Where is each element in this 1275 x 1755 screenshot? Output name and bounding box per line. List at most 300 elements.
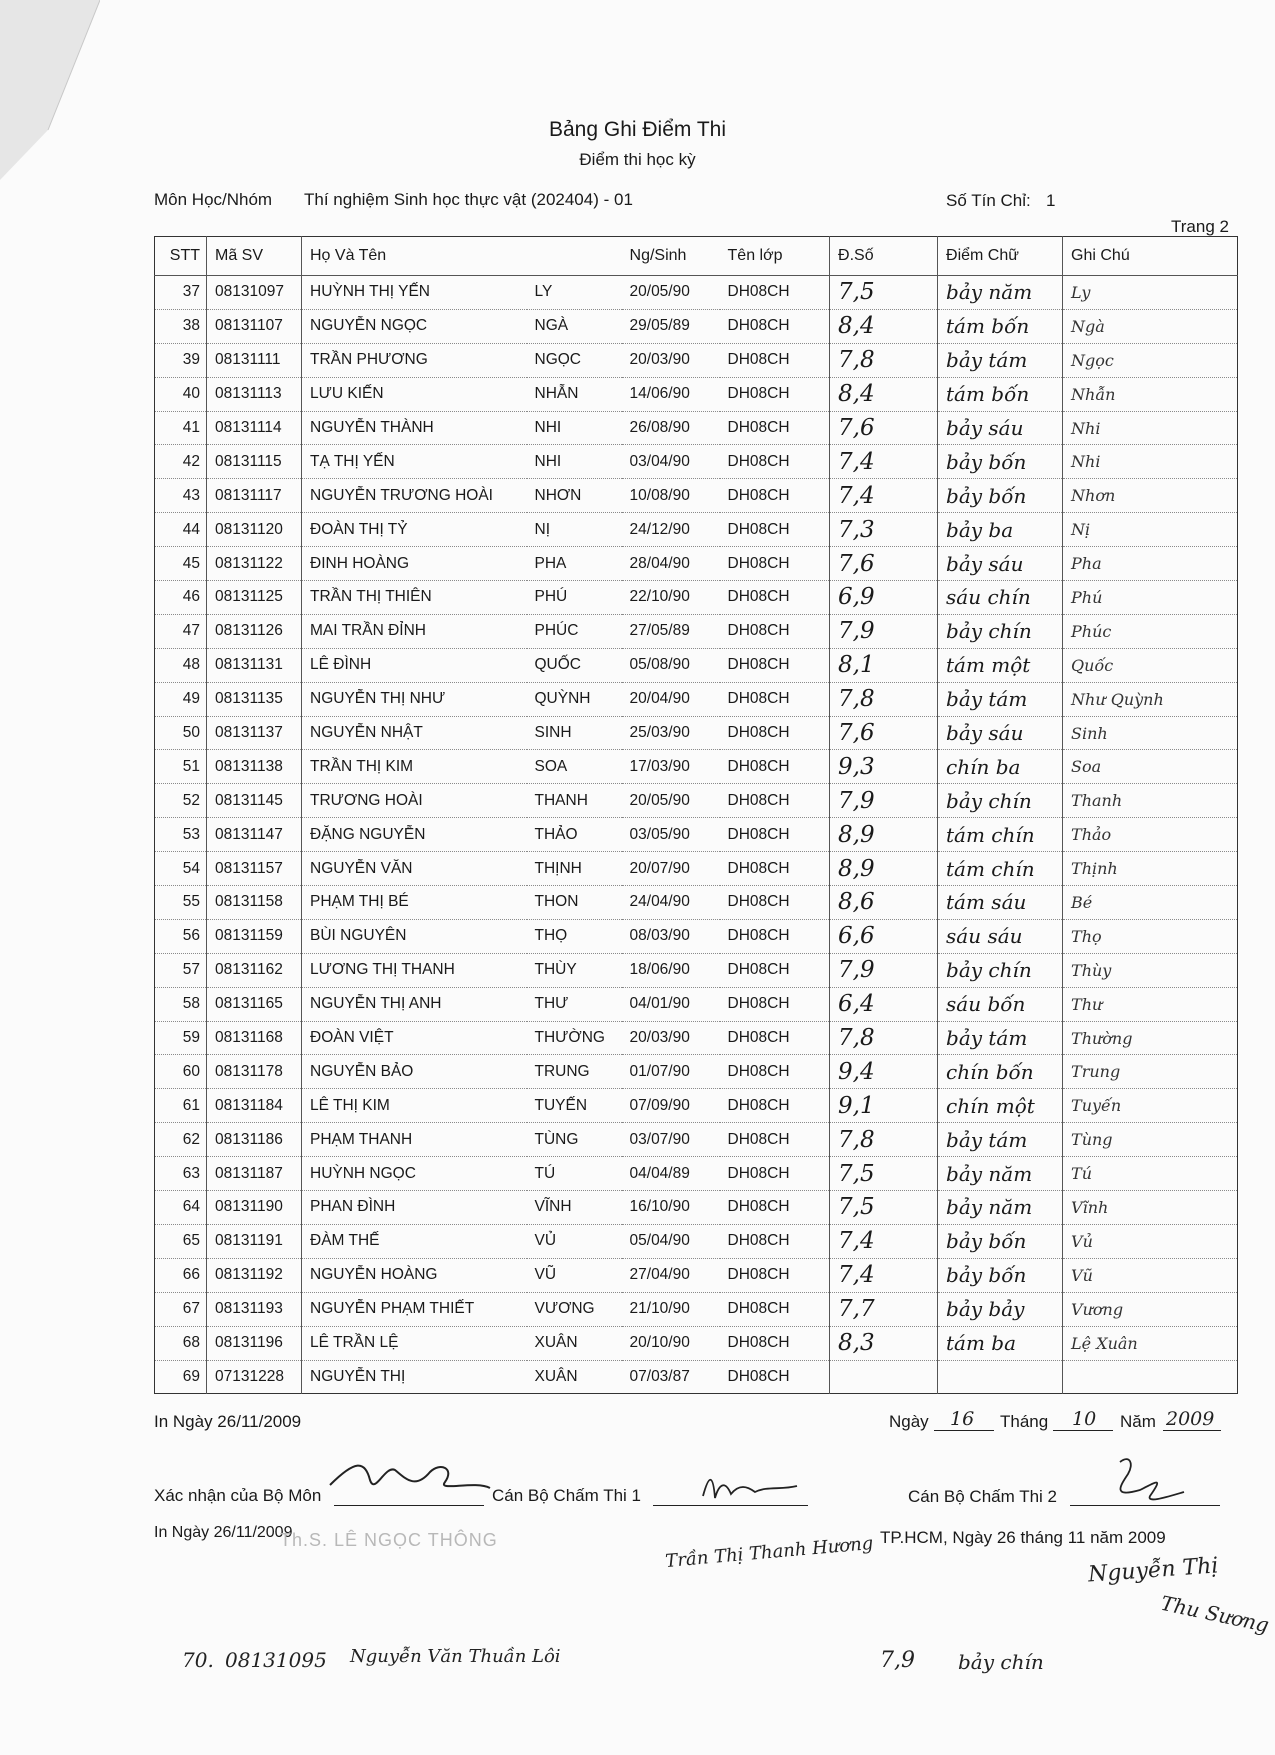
table-row	[155, 377, 1238, 411]
cell-birth-date: 27/04/90	[622, 1258, 720, 1292]
cell-first-name: THON	[527, 886, 622, 920]
cell-notes-signature: Thư	[1063, 987, 1238, 1021]
cell-class: DH08CH	[720, 1123, 830, 1157]
cell-birth-date: 04/01/90	[622, 987, 720, 1021]
cell-birth-date: 07/09/90	[622, 1089, 720, 1123]
cell-first-name: PHÚC	[527, 614, 622, 648]
cell-score-words: bảy ba	[938, 513, 1063, 547]
table-header-row	[155, 237, 1238, 276]
cell-class: DH08CH	[720, 648, 830, 682]
cell-student-id: 08131122	[207, 547, 302, 581]
table-row	[155, 750, 1238, 784]
cell-stt: 62	[155, 1123, 207, 1157]
cell-notes-signature: Tuyến	[1063, 1089, 1238, 1123]
table-row	[155, 1021, 1238, 1055]
table-row	[155, 614, 1238, 648]
cell-stt: 38	[155, 309, 207, 343]
cell-student-id: 08131186	[207, 1123, 302, 1157]
cell-last-middle-name: NGUYỄN BẢO	[302, 1055, 527, 1089]
cell-score-words: bảy tám	[938, 682, 1063, 716]
cell-stt: 46	[155, 581, 207, 615]
cell-first-name: QUỐC	[527, 648, 622, 682]
cell-birth-date: 05/04/90	[622, 1224, 720, 1258]
table-row	[155, 343, 1238, 377]
cell-last-middle-name: ĐOÀN VIỆT	[302, 1021, 527, 1055]
grader2-label: Cán Bộ Chấm Thi 2	[908, 1487, 1057, 1506]
cell-birth-date: 24/12/90	[622, 513, 720, 547]
cell-score-number: 8,1	[830, 648, 938, 682]
col-header-score-words: Điểm Chữ	[938, 237, 1063, 276]
cell-score-number: 7,5	[830, 1157, 938, 1191]
cell-score-words: bảy bốn	[938, 445, 1063, 479]
table-row	[155, 886, 1238, 920]
cell-student-id: 08131097	[207, 276, 302, 310]
exam-date-day-line	[934, 1430, 994, 1431]
exam-date-day-label: Ngày	[889, 1412, 929, 1431]
cell-class: DH08CH	[720, 411, 830, 445]
cell-class: DH08CH	[720, 1157, 830, 1191]
course-value: Thí nghiệm Sinh học thực vật (202404) - 01	[304, 190, 633, 209]
cell-stt: 45	[155, 547, 207, 581]
cell-score-words: bảy năm	[938, 1191, 1063, 1225]
cell-student-id: 08131191	[207, 1224, 302, 1258]
cell-class: DH08CH	[720, 1258, 830, 1292]
cell-stt: 57	[155, 953, 207, 987]
cell-last-middle-name: HUỲNH THỊ YẾN	[302, 276, 527, 310]
cell-stt: 42	[155, 445, 207, 479]
cell-score-number: 8,3	[830, 1326, 938, 1360]
cell-first-name: VŨ	[527, 1258, 622, 1292]
cell-score-words: bảy tám	[938, 1123, 1063, 1157]
cell-first-name: SINH	[527, 716, 622, 750]
cell-student-id: 08131131	[207, 648, 302, 682]
cell-stt: 67	[155, 1292, 207, 1326]
cell-student-id: 08131184	[207, 1089, 302, 1123]
cell-student-id: 08131193	[207, 1292, 302, 1326]
cell-score-number: 6,4	[830, 987, 938, 1021]
grader1-label: Cán Bộ Chấm Thi 1	[492, 1486, 641, 1505]
cell-class: DH08CH	[720, 581, 830, 615]
cell-student-id: 08131117	[207, 479, 302, 513]
cell-last-middle-name: NGUYỄN NGỌC	[302, 309, 527, 343]
extra-entry-score: 7,9	[880, 1648, 915, 1673]
cell-birth-date: 28/04/90	[622, 547, 720, 581]
cell-notes-signature: Phú	[1063, 581, 1238, 615]
cell-score-words: tám một	[938, 648, 1063, 682]
cell-score-words: bảy chín	[938, 953, 1063, 987]
cell-last-middle-name: TẠ THỊ YẾN	[302, 445, 527, 479]
cell-last-middle-name: PHẠM THỊ BÉ	[302, 886, 527, 920]
col-header-score-number: Đ.Số	[830, 237, 938, 276]
cell-score-number: 7,4	[830, 1258, 938, 1292]
exam-date-month-value: 10	[1072, 1408, 1097, 1430]
cell-score-number: 7,6	[830, 716, 938, 750]
cell-class: DH08CH	[720, 750, 830, 784]
cell-score-words: bảy chín	[938, 614, 1063, 648]
cell-score-words: bảy bốn	[938, 1224, 1063, 1258]
cell-score-words	[938, 1360, 1063, 1394]
table-row	[155, 411, 1238, 445]
cell-last-middle-name: NGUYỄN HOÀNG	[302, 1258, 527, 1292]
cell-student-id: 08131196	[207, 1326, 302, 1360]
cell-first-name: PHA	[527, 547, 622, 581]
grades-table	[154, 236, 1238, 1394]
cell-student-id: 08131137	[207, 716, 302, 750]
cell-birth-date: 29/05/89	[622, 309, 720, 343]
cell-student-id: 08131107	[207, 309, 302, 343]
cell-stt: 65	[155, 1224, 207, 1258]
cell-birth-date: 17/03/90	[622, 750, 720, 784]
cell-last-middle-name: NGUYỄN THÀNH	[302, 411, 527, 445]
cell-class: DH08CH	[720, 445, 830, 479]
cell-stt: 61	[155, 1089, 207, 1123]
cell-birth-date: 07/03/87	[622, 1360, 720, 1394]
cell-birth-date: 20/05/90	[622, 276, 720, 310]
col-header-birth-date: Ng/Sinh	[622, 237, 720, 276]
cell-student-id: 08131147	[207, 818, 302, 852]
cell-birth-date: 16/10/90	[622, 1191, 720, 1225]
cell-class: DH08CH	[720, 513, 830, 547]
cell-class: DH08CH	[720, 1055, 830, 1089]
extra-entry-score-words: bảy chín	[958, 1650, 1044, 1674]
cell-last-middle-name: ĐẶNG NGUYỄN	[302, 818, 527, 852]
cell-first-name: NỊ	[527, 513, 622, 547]
cell-score-words: tám ba	[938, 1326, 1063, 1360]
table-row	[155, 1258, 1238, 1292]
cell-score-number: 7,7	[830, 1292, 938, 1326]
cell-last-middle-name: PHẠM THANH	[302, 1123, 527, 1157]
cell-score-number: 8,4	[830, 309, 938, 343]
cell-stt: 39	[155, 343, 207, 377]
cell-student-id: 08131190	[207, 1191, 302, 1225]
cell-last-middle-name: NGUYỄN PHẠM THIẾT	[302, 1292, 527, 1326]
cell-notes-signature: Nị	[1063, 513, 1238, 547]
cell-first-name: SOA	[527, 750, 622, 784]
cell-last-middle-name: TRẦN PHƯƠNG	[302, 343, 527, 377]
exam-date-year-line	[1163, 1430, 1221, 1431]
col-header-full-name: Họ Và Tên	[302, 237, 622, 276]
credits-label: Số Tín Chỉ:	[946, 191, 1031, 210]
cell-class: DH08CH	[720, 716, 830, 750]
cell-notes-signature: Pha	[1063, 547, 1238, 581]
cell-score-words: tám bốn	[938, 377, 1063, 411]
cell-score-number: 8,6	[830, 886, 938, 920]
cell-last-middle-name: MAI TRẦN ĐỈNH	[302, 614, 527, 648]
cell-last-middle-name: LƯU KIẾN	[302, 377, 527, 411]
cell-first-name: LY	[527, 276, 622, 310]
cell-last-middle-name: PHAN ĐÌNH	[302, 1191, 527, 1225]
cell-first-name: VƯƠNG	[527, 1292, 622, 1326]
cell-class: DH08CH	[720, 1089, 830, 1123]
cell-score-number: 6,6	[830, 919, 938, 953]
cell-class: DH08CH	[720, 784, 830, 818]
cell-score-words: bảy tám	[938, 343, 1063, 377]
cell-score-words: chín ba	[938, 750, 1063, 784]
cell-stt: 53	[155, 818, 207, 852]
cell-class: DH08CH	[720, 818, 830, 852]
cell-stt: 64	[155, 1191, 207, 1225]
cell-notes-signature: Soa	[1063, 750, 1238, 784]
cell-last-middle-name: NGUYỄN THỊ ANH	[302, 987, 527, 1021]
cell-score-words: bảy bảy	[938, 1292, 1063, 1326]
cell-score-words: tám chín	[938, 852, 1063, 886]
cell-notes-signature: Vĩnh	[1063, 1191, 1238, 1225]
cell-class: DH08CH	[720, 309, 830, 343]
cell-birth-date: 20/07/90	[622, 852, 720, 886]
cell-birth-date: 20/04/90	[622, 682, 720, 716]
table-row	[155, 987, 1238, 1021]
grader2-handwritten-name-line1: Nguyễn Thị	[1087, 1553, 1220, 1588]
cell-first-name: VỦ	[527, 1224, 622, 1258]
table-row	[155, 818, 1238, 852]
cell-stt: 50	[155, 716, 207, 750]
cell-student-id: 08131157	[207, 852, 302, 886]
cell-notes-signature: Ngà	[1063, 309, 1238, 343]
cell-birth-date: 25/03/90	[622, 716, 720, 750]
cell-last-middle-name: NGUYỄN TRƯƠNG HOÀI	[302, 479, 527, 513]
exam-date-year-label: Năm	[1120, 1412, 1156, 1431]
cell-student-id: 08131158	[207, 886, 302, 920]
extra-entry-name: Nguyễn Văn Thuần Lôi	[350, 1646, 561, 1667]
cell-last-middle-name: TRẦN THỊ THIÊN	[302, 581, 527, 615]
cell-score-number: 7,9	[830, 614, 938, 648]
cell-score-number: 7,4	[830, 1224, 938, 1258]
cell-stt: 51	[155, 750, 207, 784]
cell-score-words: tám sáu	[938, 886, 1063, 920]
cell-score-number: 7,8	[830, 682, 938, 716]
table-row	[155, 919, 1238, 953]
cell-stt: 59	[155, 1021, 207, 1055]
exam-date-month-label: Tháng	[1000, 1412, 1049, 1431]
course-label: Môn Học/Nhóm	[154, 190, 273, 209]
cell-notes-signature: Quốc	[1063, 648, 1238, 682]
extra-entry-student-id: 08131095	[225, 1648, 327, 1672]
city-date: TP.HCM, Ngày 26 tháng 11 năm 2009	[880, 1528, 1166, 1547]
cell-notes-signature: Vủ	[1063, 1224, 1238, 1258]
cell-score-number: 9,3	[830, 750, 938, 784]
cell-birth-date: 27/05/89	[622, 614, 720, 648]
dept-head-signature	[325, 1450, 495, 1510]
cell-birth-date: 20/03/90	[622, 343, 720, 377]
table-row	[155, 581, 1238, 615]
cell-score-words: tám chín	[938, 818, 1063, 852]
cell-stt: 43	[155, 479, 207, 513]
cell-student-id: 08131159	[207, 919, 302, 953]
cell-score-number: 7,8	[830, 1123, 938, 1157]
cell-stt: 37	[155, 276, 207, 310]
cell-birth-date: 20/10/90	[622, 1326, 720, 1360]
cell-stt: 63	[155, 1157, 207, 1191]
cell-notes-signature: Trung	[1063, 1055, 1238, 1089]
cell-score-words: bảy sáu	[938, 716, 1063, 750]
cell-stt: 69	[155, 1360, 207, 1394]
cell-notes-signature: Nhơn	[1063, 479, 1238, 513]
cell-student-id: 08131145	[207, 784, 302, 818]
table-row	[155, 1055, 1238, 1089]
cell-class: DH08CH	[720, 343, 830, 377]
exam-date-day-value: 16	[950, 1408, 975, 1430]
page-number: Trang 2	[1171, 217, 1229, 236]
cell-score-number: 7,9	[830, 784, 938, 818]
cell-class: DH08CH	[720, 953, 830, 987]
cell-score-number: 7,5	[830, 276, 938, 310]
cell-student-id: 07131228	[207, 1360, 302, 1394]
cell-notes-signature	[1063, 1360, 1238, 1394]
cell-stt: 60	[155, 1055, 207, 1089]
cell-first-name: THANH	[527, 784, 622, 818]
cell-first-name: NGÀ	[527, 309, 622, 343]
cell-first-name: THẢO	[527, 818, 622, 852]
cell-stt: 49	[155, 682, 207, 716]
cell-class: DH08CH	[720, 1360, 830, 1394]
table-row	[155, 276, 1238, 310]
extra-entry-stt: 70.	[182, 1648, 214, 1672]
cell-last-middle-name: BÙI NGUYÊN	[302, 919, 527, 953]
cell-student-id: 08131138	[207, 750, 302, 784]
cell-notes-signature: Vũ	[1063, 1258, 1238, 1292]
cell-birth-date: 04/04/89	[622, 1157, 720, 1191]
cell-student-id: 08131168	[207, 1021, 302, 1055]
col-header-stt: STT	[155, 237, 207, 276]
cell-first-name: NHI	[527, 445, 622, 479]
cell-birth-date: 03/05/90	[622, 818, 720, 852]
cell-birth-date: 01/07/90	[622, 1055, 720, 1089]
cell-student-id: 08131120	[207, 513, 302, 547]
col-header-class: Tên lớp	[720, 237, 830, 276]
cell-birth-date: 21/10/90	[622, 1292, 720, 1326]
cell-last-middle-name: ĐÀM THẾ	[302, 1224, 527, 1258]
dept-head-name-stamp: Th.S. LÊ NGỌC THÔNG	[280, 1530, 498, 1550]
cell-first-name: THƯ	[527, 987, 622, 1021]
grader1-signature	[695, 1466, 805, 1508]
cell-score-number	[830, 1360, 938, 1394]
grader1-handwritten-name: Trần Thị Thanh Hương	[664, 1532, 875, 1573]
cell-student-id: 08131111	[207, 343, 302, 377]
cell-notes-signature: Ngọc	[1063, 343, 1238, 377]
cell-notes-signature: Sinh	[1063, 716, 1238, 750]
cell-first-name: NHẪN	[527, 377, 622, 411]
cell-birth-date: 26/08/90	[622, 411, 720, 445]
cell-score-number: 7,6	[830, 411, 938, 445]
cell-birth-date: 08/03/90	[622, 919, 720, 953]
cell-birth-date: 22/10/90	[622, 581, 720, 615]
cell-first-name: THỌ	[527, 919, 622, 953]
cell-first-name: TUYẾN	[527, 1089, 622, 1123]
cell-stt: 48	[155, 648, 207, 682]
cell-class: DH08CH	[720, 852, 830, 886]
cell-score-number: 7,8	[830, 343, 938, 377]
cell-birth-date: 03/07/90	[622, 1123, 720, 1157]
cell-birth-date: 05/08/90	[622, 648, 720, 682]
cell-score-words: bảy chín	[938, 784, 1063, 818]
cell-student-id: 08131192	[207, 1258, 302, 1292]
table-row	[155, 1224, 1238, 1258]
table-row	[155, 682, 1238, 716]
cell-first-name: XUÂN	[527, 1360, 622, 1394]
cell-score-number: 7,4	[830, 479, 938, 513]
cell-birth-date: 03/04/90	[622, 445, 720, 479]
table-row	[155, 1326, 1238, 1360]
cell-stt: 41	[155, 411, 207, 445]
cell-notes-signature: Vương	[1063, 1292, 1238, 1326]
table-row	[155, 479, 1238, 513]
table-row	[155, 309, 1238, 343]
cell-student-id: 08131178	[207, 1055, 302, 1089]
cell-class: DH08CH	[720, 547, 830, 581]
cell-last-middle-name: NGUYỄN THỊ	[302, 1360, 527, 1394]
cell-last-middle-name: LÊ TRẦN LỆ	[302, 1326, 527, 1360]
col-header-notes: Ghi Chú	[1063, 237, 1238, 276]
document-subtitle: Điểm thi học kỳ	[579, 150, 696, 169]
cell-class: DH08CH	[720, 1021, 830, 1055]
cell-notes-signature: Thịnh	[1063, 852, 1238, 886]
table-row	[155, 1123, 1238, 1157]
cell-class: DH08CH	[720, 682, 830, 716]
cell-score-number: 7,3	[830, 513, 938, 547]
cell-student-id: 08131135	[207, 682, 302, 716]
cell-notes-signature: Tú	[1063, 1157, 1238, 1191]
cell-stt: 66	[155, 1258, 207, 1292]
credits-value: 1	[1046, 191, 1056, 210]
cell-first-name: NGỌC	[527, 343, 622, 377]
cell-score-number: 8,9	[830, 818, 938, 852]
table-row	[155, 852, 1238, 886]
cell-score-words: chín một	[938, 1089, 1063, 1123]
cell-last-middle-name: LƯƠNG THỊ THANH	[302, 953, 527, 987]
cell-class: DH08CH	[720, 886, 830, 920]
cell-stt: 56	[155, 919, 207, 953]
cell-notes-signature: Tùng	[1063, 1123, 1238, 1157]
cell-notes-signature: Thọ	[1063, 919, 1238, 953]
cell-last-middle-name: NGUYỄN THỊ NHƯ	[302, 682, 527, 716]
cell-first-name: PHÚ	[527, 581, 622, 615]
cell-last-middle-name: TRẦN THỊ KIM	[302, 750, 527, 784]
cell-score-words: sáu bốn	[938, 987, 1063, 1021]
table-row	[155, 953, 1238, 987]
cell-score-words: tám bốn	[938, 309, 1063, 343]
cell-class: DH08CH	[720, 479, 830, 513]
exam-date-year-value: 2009	[1166, 1408, 1215, 1430]
table-row	[155, 1191, 1238, 1225]
cell-last-middle-name: NGUYỄN NHẬT	[302, 716, 527, 750]
cell-score-number: 7,9	[830, 953, 938, 987]
cell-stt: 55	[155, 886, 207, 920]
cell-score-words: bảy bốn	[938, 1258, 1063, 1292]
dept-confirm-label: Xác nhận của Bộ Môn	[154, 1486, 322, 1505]
cell-score-words: bảy sáu	[938, 547, 1063, 581]
cell-score-words: sáu sáu	[938, 919, 1063, 953]
cell-first-name: TÙNG	[527, 1123, 622, 1157]
printed-date-2: In Ngày 26/11/2009	[154, 1524, 293, 1541]
cell-score-words: bảy tám	[938, 1021, 1063, 1055]
cell-student-id: 08131187	[207, 1157, 302, 1191]
cell-student-id: 08131115	[207, 445, 302, 479]
table-row	[155, 1292, 1238, 1326]
cell-score-number: 7,6	[830, 547, 938, 581]
cell-notes-signature: Nhi	[1063, 411, 1238, 445]
cell-stt: 52	[155, 784, 207, 818]
cell-birth-date: 24/04/90	[622, 886, 720, 920]
cell-notes-signature: Phúc	[1063, 614, 1238, 648]
table-row	[155, 716, 1238, 750]
cell-score-words: bảy bốn	[938, 479, 1063, 513]
cell-stt: 47	[155, 614, 207, 648]
cell-notes-signature: Thùy	[1063, 953, 1238, 987]
cell-score-words: bảy sáu	[938, 411, 1063, 445]
printed-date: In Ngày 26/11/2009	[154, 1412, 302, 1431]
grader2-handwritten-name-line2: Thu Sương	[1158, 1590, 1272, 1638]
cell-score-number: 9,4	[830, 1055, 938, 1089]
